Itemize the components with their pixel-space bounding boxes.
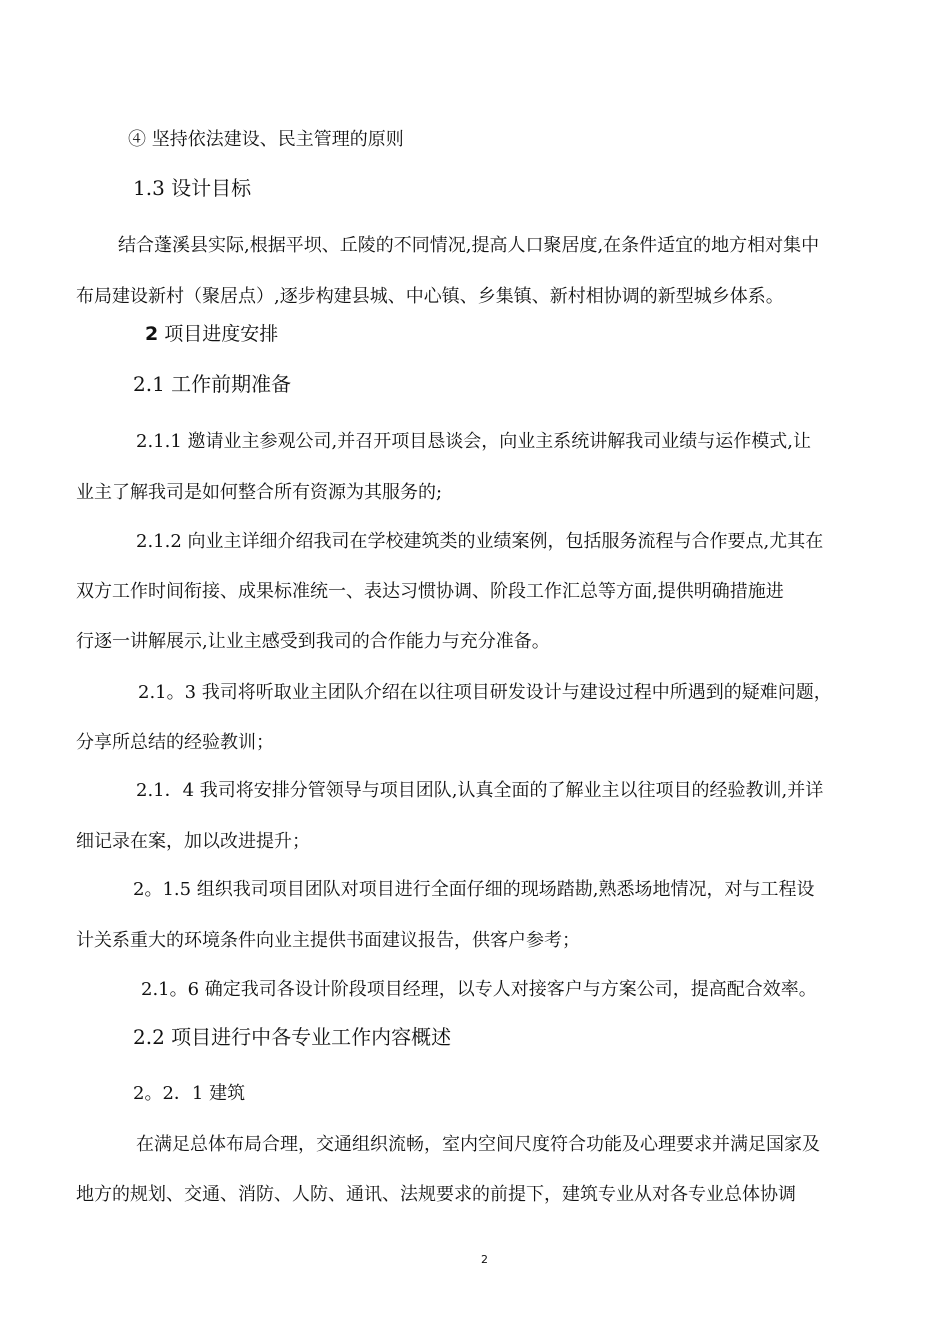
heading-2-2-1: 2。2．1 建筑 [133, 1083, 246, 1104]
paragraph-2-2-1-line-1: 在满足总体布局合理，交通组织流畅，室内空间尺度符合功能及心理要求并满足国家及 [136, 1134, 820, 1155]
heading-2 [145, 322, 278, 346]
paragraph-2-1-3-line-2: 分享所总结的经验教训； [76, 732, 274, 753]
paragraph-2-1-2-line-2: 双方工作时间衔接、成果标准统一、表达习惯协调、阶段工作汇总等方面,提供明确措施进 [76, 581, 784, 602]
paragraph-2-1-5-line-2: 计关系重大的环境条件向业主提供书面建议报告，供客户参考； [76, 930, 580, 951]
paragraph-2-2-1-line-2: 地方的规划、交通、消防、人防、通讯、法规要求的前提下，建筑专业从对各专业总体协调 [76, 1184, 796, 1205]
principle-4: ④ 坚持依法建设、民主管理的原则 [128, 129, 404, 150]
paragraph-2-1-3-line-1: 2.1。3 我司将听取业主团队介绍在以往项目研发设计与建设过程中所遇到的疑难问题， [138, 682, 832, 703]
heading-2-number: 2 [145, 323, 159, 345]
paragraph-2-1-1-line-1: 2.1.1 邀请业主参观公司,并召开项目恳谈会，向业主系统讲解我司业绩与运作模式,让 [136, 431, 811, 452]
paragraph-2-1-2-line-1: 2.1.2 向业主详细介绍我司在学校建筑类的业绩案例，包括服务流程与合作要点,尤其在 [136, 531, 824, 552]
paragraph-2-1-4-line-1: 2.1．4 我司将安排分管领导与项目团队,认真全面的了解业主以往项目的经验教训,并详 [136, 780, 824, 801]
paragraph-2-1-5-line-1: 2。1.5 组织我司项目团队对项目进行全面仔细的现场踏勘,熟悉场地情况，对与工程设 [133, 879, 815, 900]
heading-2-title: 项目进度安排 [164, 323, 279, 345]
heading-2-2: 2.2 项目进行中各专业工作内容概述 [133, 1025, 452, 1049]
paragraph-2-1-2-line-3: 行逐一讲解展示,让业主感受到我司的合作能力与充分准备。 [76, 631, 550, 652]
paragraph-1-3-line-2: 布局建设新村（聚居点）,逐步构建县城、中心镇、乡集镇、新村相协调的新型城乡体系。 [76, 286, 784, 307]
paragraph-2-1-1-line-2: 业主了解我司是如何整合所有资源为其服务的; [76, 482, 443, 503]
heading-1-3: 1.3 设计目标 [133, 176, 252, 200]
paragraph-2-1-6-line-1: 2.1。6 确定我司各设计阶段项目经理，以专人对接客户与方案公司，提高配合效率。 [141, 979, 817, 1000]
paragraph-1-3-line-1: 结合蓬溪县实际,根据平坝、丘陵的不同情况,提高人口聚居度,在条件适宜的地方相对集中 [118, 235, 820, 256]
paragraph-2-1-4-line-2: 细记录在案，加以改进提升； [76, 831, 310, 852]
page-number: 2 [481, 1253, 488, 1266]
heading-2-1: 2.1 工作前期准备 [133, 372, 292, 396]
